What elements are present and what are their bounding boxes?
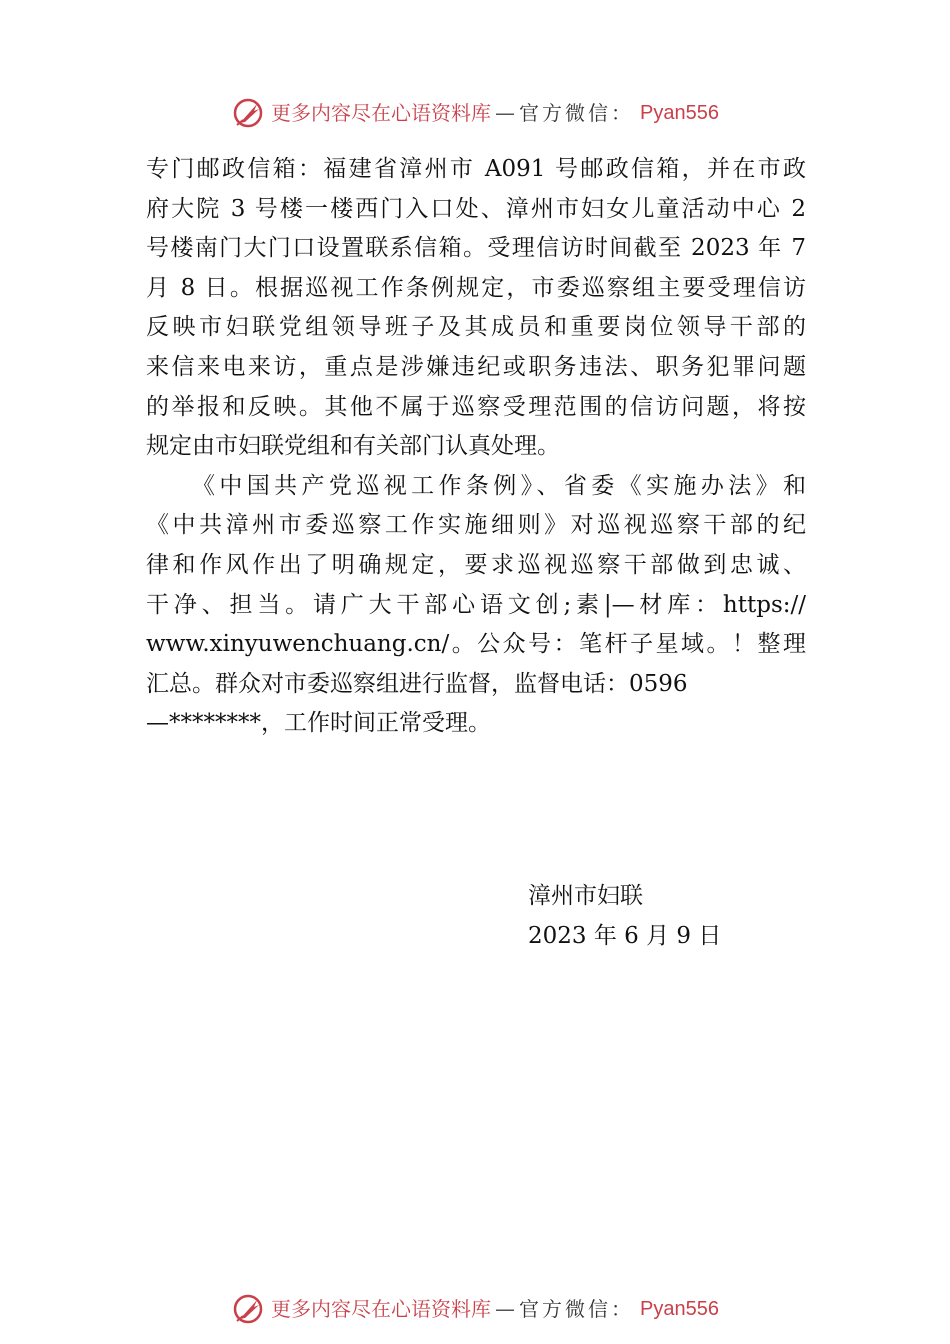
signature-block — [528, 876, 721, 956]
footer-watermark — [0, 1292, 950, 1326]
body-line: www.xinyuwenchuang.cn/。公众号：笔杆子星域。！整理 — [146, 631, 806, 658]
quill-logo-icon — [231, 96, 265, 130]
body-line: —********，工作时间正常受理。 — [146, 710, 491, 737]
body-line: 《中国共产党巡视工作条例》、省委《实施办法》和 — [192, 472, 806, 499]
signature-org: 漳州市妇联 — [528, 883, 643, 909]
body-line: 府大院 3 号楼一楼西门入口处、漳州市妇女儿童活动中心 2 — [146, 195, 806, 222]
header-watermark — [0, 96, 950, 130]
watermark-brand: 更多内容尽在心语资料库 — [271, 101, 492, 125]
watermark-separator: — — [495, 101, 516, 125]
watermark-wechat-label: 官方微信： — [519, 1297, 635, 1321]
body-line: 来信来电来访，重点是涉嫌违纪或职务违法、职务犯罪问题 — [146, 353, 806, 380]
body-line: 号楼南门大门口设置联系信箱。受理信访时间截至 2023 年 7 — [146, 235, 806, 262]
body-line: 汇总。群众对市委巡察组进行监督，监督电话：0596 — [146, 670, 688, 697]
quill-logo-icon — [231, 1292, 265, 1326]
watermark-wechat-label: 官方微信： — [519, 101, 635, 125]
watermark-separator: — — [495, 1297, 516, 1321]
body-line: 反映市妇联党组领导班子及其成员和重要岗位领导干部的 — [146, 314, 806, 341]
watermark-brand: 更多内容尽在心语资料库 — [271, 1297, 492, 1321]
body-line: 的举报和反映。其他不属于巡察受理范围的信访问题，将按 — [146, 393, 806, 420]
watermark-wechat-id: Pyan556 — [640, 102, 719, 124]
body-line: 干净、担当。请广大干部心语文创;素|—材库：https:// — [146, 591, 806, 618]
watermark-wechat-id: Pyan556 — [640, 1298, 719, 1320]
document-body — [146, 150, 806, 744]
signature-date: 2023 年 6 月 9 日 — [528, 923, 722, 949]
body-line: 专门邮政信箱：福建省漳州市 A091 号邮政信箱，并在市政 — [146, 156, 806, 182]
body-line: 规定由市妇联党组和有关部门认真处理。 — [146, 433, 560, 460]
body-line: 律和作风作出了明确规定，要求巡视巡察干部做到忠诚、 — [146, 551, 806, 578]
body-line: 《中共漳州市委巡察工作实施细则》对巡视巡察干部的纪 — [146, 512, 806, 539]
body-line: 月 8 日。根据巡视工作条例规定，市委巡察组主要受理信访 — [146, 274, 806, 301]
